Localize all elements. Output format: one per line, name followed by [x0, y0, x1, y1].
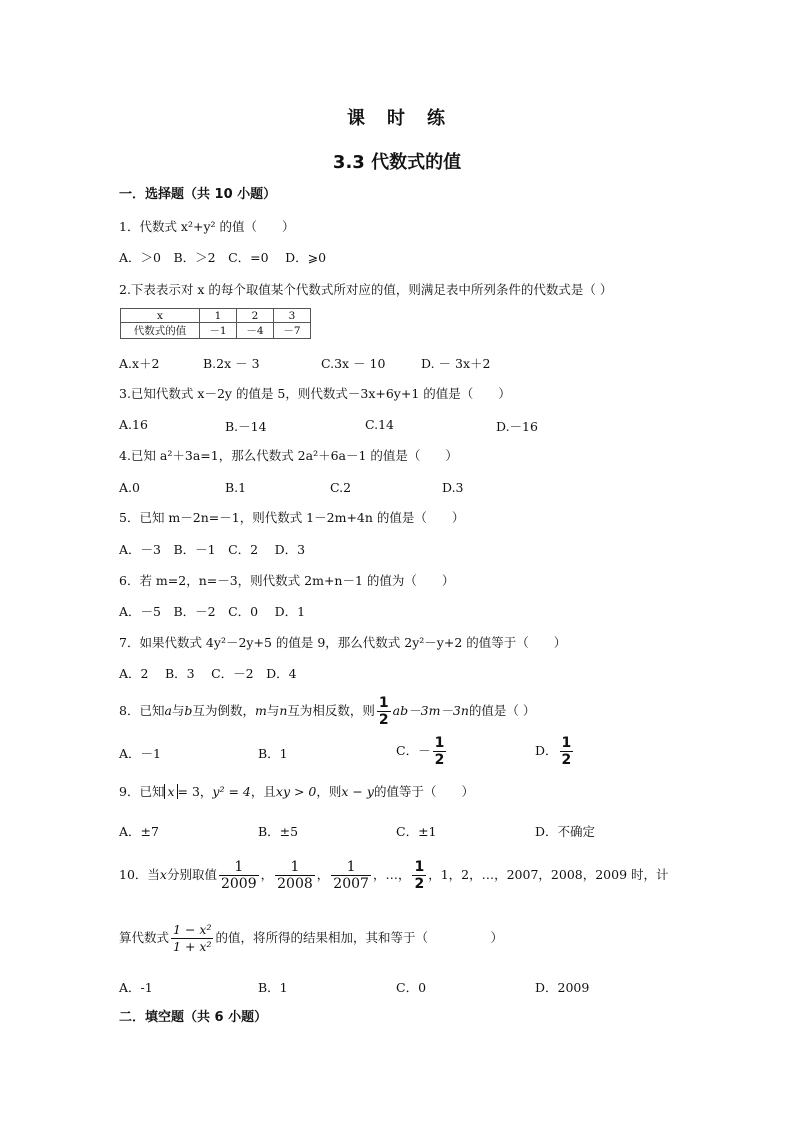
q9-text: ，且: [250, 784, 276, 799]
question-1-stem: 1．代数式 x²+y² 的值（ ）: [119, 219, 295, 234]
question-9-option-b: B．±5: [258, 824, 299, 839]
page-subtitle: 3.3 代数式的值: [332, 152, 462, 173]
question-4-option-c: C.2: [330, 480, 352, 495]
q10-text: 算代数式: [119, 930, 170, 945]
q8-text: 互为倒数，: [192, 703, 255, 718]
q8-text: 互为相反数，则: [287, 703, 375, 718]
question-3-option-b: B.－14: [225, 419, 267, 434]
q8-var-m: m: [254, 703, 267, 718]
table-cell: 1: [200, 309, 237, 323]
table-cell: 代数式的值: [121, 323, 200, 339]
question-7-options: A．2 B．3 C．－2 D．4: [119, 666, 297, 681]
q9-text: 9．已知: [119, 784, 165, 799]
q8-text: 的值是（ ）: [468, 703, 536, 718]
question-2-stem: 2.下表表示对 x 的每个取值某个代数式所对应的值，则满足表中所列条件的代数式是（ ）: [119, 282, 613, 297]
fraction-numerator: 1: [414, 859, 425, 875]
question-5-options: A．－3 B．－1 C．2 D．3: [119, 542, 306, 557]
fraction-denominator: 2: [414, 876, 425, 892]
table-cell: 3: [274, 309, 311, 323]
question-4-option-a: A.0: [119, 480, 140, 495]
q8-text: 与: [266, 703, 280, 718]
question-2-option-d: D. － 3x＋2: [421, 356, 491, 371]
question-10-stem-line2: [119, 918, 503, 958]
q9-text: = 3，: [177, 784, 213, 799]
q10-separator: ，: [316, 867, 330, 882]
question-10-stem-line1: [119, 855, 669, 895]
option-label: C．－: [396, 743, 431, 758]
question-9-stem: [119, 784, 474, 800]
question-3-option-c: C.14: [365, 417, 394, 432]
fraction-numerator: 1: [434, 735, 445, 751]
fraction-numerator: 1: [378, 695, 389, 711]
page-title: 课 时 练: [347, 108, 447, 129]
fraction-denominator: 2: [378, 712, 389, 728]
question-4-option-d: D.3: [442, 480, 464, 495]
q9-text: ，则: [316, 784, 342, 799]
option-label: D．: [535, 743, 558, 758]
table-cell: －4: [237, 323, 274, 339]
q9-equation: y² = 4: [212, 784, 251, 799]
question-10-option-c: C．0: [396, 980, 427, 995]
fraction-numerator: 1 − x²: [173, 922, 212, 937]
value-table: [120, 308, 311, 339]
q10-text: 分别取值: [166, 867, 217, 882]
table-row: [121, 309, 311, 323]
q10-var-x: x: [159, 867, 167, 882]
fraction-denominator: 2009: [220, 876, 257, 892]
fraction-denominator: 2: [434, 752, 445, 768]
question-8-stem: [119, 694, 535, 728]
fraction-denominator: 2: [561, 752, 572, 768]
q8-var-n: n: [279, 703, 288, 718]
q8-var-b: b: [184, 703, 193, 718]
table-cell: －7: [274, 323, 311, 339]
q10-expression-fraction: [171, 922, 213, 955]
table-row: [121, 323, 311, 339]
question-3-option-a: A.16: [119, 417, 148, 432]
q10-fraction: [275, 859, 315, 892]
q9-expression: x − y: [341, 784, 374, 799]
fraction-numerator: 1: [561, 735, 572, 751]
section-heading-choice: 一．选择题（共 10 小题）: [119, 187, 277, 202]
question-3-option-d: D.－16: [496, 419, 538, 434]
q9-text: 的值等于（ ）: [373, 784, 474, 799]
q10-text: ，…，: [372, 867, 411, 882]
option-fraction: [433, 735, 447, 768]
table-cell: 2: [237, 309, 274, 323]
question-6-options: A．－5 B．－2 C．0 D．1: [119, 604, 306, 619]
q10-fraction: [219, 859, 259, 892]
question-9-option-d: D．不确定: [535, 824, 596, 839]
q8-fraction: [377, 695, 391, 728]
question-10-option-b: B．1: [258, 980, 288, 995]
question-7-stem: 7．如果代数式 4y²－2y+5 的值是 9，那么代数式 2y²－y+2 的值等于（ ）: [119, 635, 567, 650]
question-1-options: A．＞0 B．＞2 C．=0 D．⩾0: [119, 250, 327, 265]
question-6-stem: 6．若 m=2，n=－3，则代数式 2m+n－1 的值为（ ）: [119, 573, 455, 588]
q8-text: 与: [171, 703, 185, 718]
fraction-denominator: 2007: [333, 876, 369, 892]
q10-text: 的值，将所得的结果相加，其和等于（ ）: [215, 930, 503, 945]
q9-condition: xy > 0: [275, 784, 317, 799]
q9-abs-value: x: [164, 784, 177, 799]
question-8-option-b: B．1: [258, 746, 288, 761]
q10-text: 10．当: [119, 867, 160, 882]
q8-text: 8．已知: [119, 703, 165, 718]
question-9-option-a: A．±7: [119, 824, 159, 839]
question-2-option-b: B.2x － 3: [203, 356, 260, 371]
question-4-stem: 4.已知 a²＋3a=1，那么代数式 2a²＋6a－1 的值是（ ）: [119, 448, 458, 463]
question-2-option-c: C.3x － 10: [321, 356, 386, 371]
fraction-denominator: 1 + x²: [173, 939, 212, 954]
fraction-numerator: 1: [331, 859, 371, 876]
question-3-stem: 3.已知代数式 x－2y 的值是 5，则代数式－3x+6y+1 的值是（ ）: [119, 386, 511, 401]
q8-var-a: a: [164, 703, 172, 718]
q10-fraction: [331, 859, 371, 892]
table-cell: x: [121, 309, 200, 323]
question-10-option-d: D．2009: [535, 980, 590, 995]
q8-expression: ab－3m－3n: [392, 703, 469, 718]
fraction-numerator: 1: [219, 859, 259, 876]
q10-text: ，1，2，…，2007，2008，2009 时，计: [428, 867, 669, 882]
fraction-numerator: 1: [275, 859, 315, 876]
question-9-option-c: C．±1: [396, 824, 437, 839]
question-5-stem: 5．已知 m－2n=－1，则代数式 1－2m+4n 的值是（ ）: [119, 510, 465, 525]
option-fraction: [560, 735, 574, 768]
q10-fraction: [412, 859, 426, 892]
question-8-option-a: A．－1: [119, 746, 161, 761]
fraction-denominator: 2008: [277, 876, 313, 892]
question-8-option-c: [396, 734, 448, 768]
question-8-option-d: [535, 734, 575, 768]
question-4-option-b: B.1: [225, 480, 247, 495]
question-2-option-a: A.x＋2: [119, 356, 160, 371]
question-10-option-a: A．-1: [119, 980, 153, 995]
table-cell: －1: [200, 323, 237, 339]
q10-separator: ，: [260, 867, 274, 882]
section-heading-fill: 二．填空题（共 6 小题）: [119, 1010, 268, 1025]
